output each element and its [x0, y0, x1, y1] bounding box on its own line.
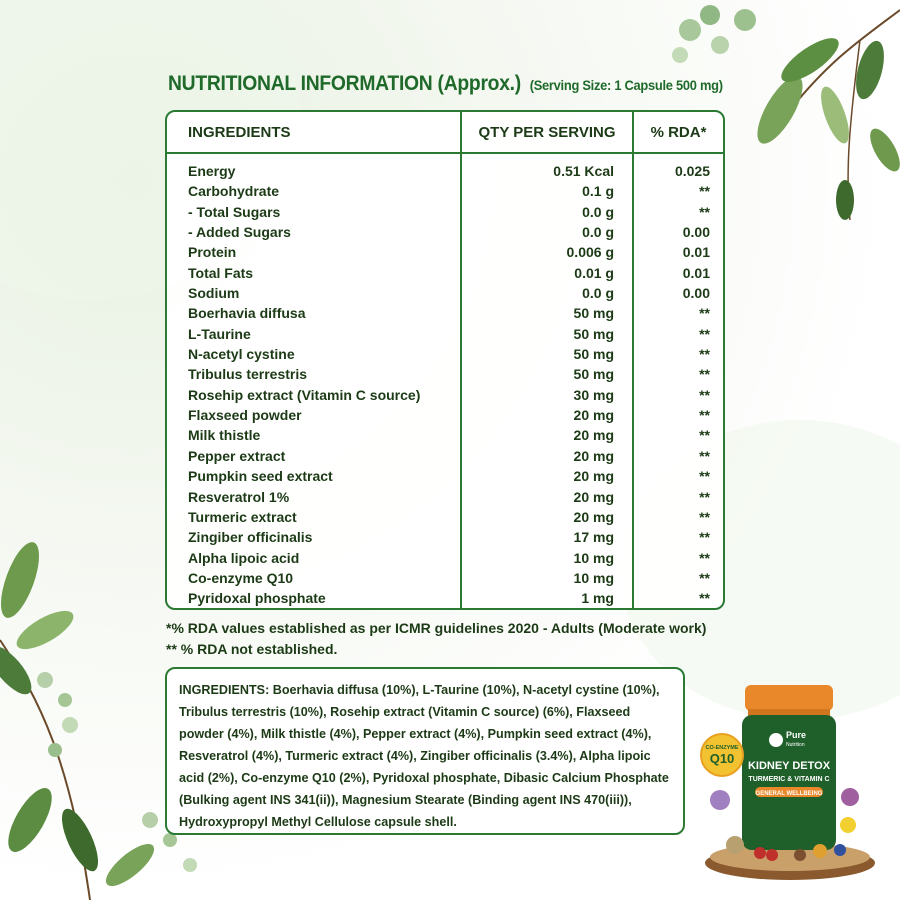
qty-value: 50 mg — [573, 346, 614, 363]
rda-value: 0.00 — [682, 285, 710, 302]
ingredient-name: Resveratrol 1% — [188, 488, 290, 505]
ingredient-name: Pepper extract — [188, 447, 286, 464]
rda-value: ** — [699, 366, 710, 383]
column-header-qty: QTY PER SERVING — [460, 112, 632, 152]
ingredient-name: Turmeric extract — [188, 508, 297, 525]
qty-value: 50 mg — [573, 325, 614, 342]
ingredient-name: Energy — [188, 163, 236, 179]
product-subtitle-text: TURMERIC & VITAMIN C — [748, 776, 830, 783]
ingredient-name: Alpha lipoic acid — [188, 549, 300, 566]
rda-value: ** — [699, 325, 710, 342]
rda-value: ** — [699, 386, 710, 403]
badge-main-text: Q10 — [709, 751, 735, 766]
rda-value: 0.025 — [674, 163, 710, 179]
qty-value: 20 mg — [573, 468, 614, 485]
ingredient-name: Protein — [188, 244, 237, 261]
ingredients-text: INGREDIENTS: Boerhavia diffusa (10%), L-Taurine (10%), N-acetyl cystine (10%), Tribulus terrestris (10%), Rosehip extract (Vitamin C source) (6%), Flaxseed powder (4%), Milk thistle (4%), Pepper extract (4%), Pumpkin seed extract (4%), Resveratrol (4%), Turmeric extract (4%), Zingiber officinalis (3.4%), Alpha lipoic acid (2%), Co-enzyme Q10 (2%), Pyridoxal phosphate, Dibasic Calcium Phosphate (Bulking agent INS 341(ii)), Magnesium Stearate (Binding agent INS 470(iii)), Hydroxypropyl Methyl Cellulose capsule shell. — [179, 683, 669, 829]
ingredient-name: Milk thistle — [188, 427, 261, 444]
ingredient-name: Co-enzyme Q10 — [188, 569, 294, 586]
ingredient-names-column — [167, 154, 460, 610]
qty-value: 0.01 g — [574, 264, 614, 281]
qty-value: 0.1 g — [582, 183, 614, 200]
product-name-text: KIDNEY DETOX — [747, 760, 831, 772]
ingredient-name: Pyridoxal phosphate — [188, 590, 326, 607]
rda-value: 0.01 — [682, 244, 710, 261]
ingredients-box — [165, 667, 685, 835]
rda-value: ** — [699, 488, 710, 505]
brand-sub-text: Nutrition — [786, 742, 805, 748]
rda-column — [632, 154, 723, 610]
rda-value: 0.00 — [682, 224, 710, 241]
qty-value: 30 mg — [573, 386, 614, 403]
ingredient-name: Flaxseed powder — [188, 407, 302, 424]
rda-value: ** — [699, 447, 710, 464]
product-tag-text: GENERAL WELLBEING — [755, 791, 823, 797]
nutrition-table — [165, 110, 725, 610]
ingredient-name: N-acetyl cystine — [188, 346, 295, 363]
ingredient-name: Total Fats — [188, 264, 254, 281]
qty-value: 20 mg — [573, 508, 614, 525]
qty-value: 1 mg — [581, 590, 614, 607]
rda-value: ** — [699, 407, 710, 424]
product-image — [700, 685, 890, 885]
rda-value: ** — [699, 183, 710, 200]
qty-value: 17 mg — [573, 529, 614, 546]
qty-value: 0.0 g — [582, 203, 614, 220]
qty-value: 0.0 g — [582, 285, 614, 302]
qty-column — [460, 154, 632, 610]
qty-value: 20 mg — [573, 488, 614, 505]
rda-value: 0.01 — [682, 264, 710, 281]
ingredient-name: - Added Sugars — [188, 224, 291, 241]
rda-value: ** — [699, 427, 710, 444]
title-text: NUTRITIONAL INFORMATION (Approx.) — [168, 72, 521, 95]
brand-text: Pure — [786, 730, 807, 740]
rda-value: ** — [699, 549, 710, 566]
rda-value: ** — [699, 346, 710, 363]
not-established-footnote: ** % RDA not established. — [166, 641, 338, 657]
qty-value: 50 mg — [573, 305, 614, 322]
ingredient-name: Tribulus terrestris — [188, 366, 308, 383]
table-header — [167, 112, 723, 154]
ingredient-name: Boerhavia diffusa — [188, 305, 306, 322]
rda-value: ** — [699, 305, 710, 322]
qty-value: 50 mg — [573, 366, 614, 383]
qty-value: 10 mg — [573, 549, 614, 566]
ingredient-name: Sodium — [188, 285, 240, 302]
qty-value: 10 mg — [573, 569, 614, 586]
rda-value: ** — [699, 590, 710, 607]
rda-value: ** — [699, 468, 710, 485]
rda-value: ** — [699, 569, 710, 586]
ingredient-name: - Total Sugars — [188, 203, 281, 220]
ingredient-name: Carbohydrate — [188, 183, 280, 200]
qty-value: 20 mg — [573, 427, 614, 444]
ingredient-name: L-Taurine — [188, 325, 251, 342]
serving-size: (Serving Size: 1 Capsule 500 mg) — [529, 77, 723, 93]
table-body — [167, 154, 723, 610]
qty-value: 20 mg — [573, 407, 614, 424]
rda-value: ** — [699, 529, 710, 546]
ingredient-name: Zingiber officinalis — [188, 529, 313, 546]
badge-top-text: CO-ENZYME — [705, 745, 739, 751]
rda-value: ** — [699, 508, 710, 525]
qty-value: 0.006 g — [566, 244, 614, 261]
page-title — [168, 72, 723, 96]
rda-footnote: *% RDA values established as per ICMR guidelines 2020 - Adults (Moderate work) — [166, 620, 707, 636]
column-header-rda: % RDA* — [632, 112, 723, 152]
qty-value: 0.51 Kcal — [553, 163, 614, 179]
ingredient-name: Rosehip extract (Vitamin C source) — [188, 386, 421, 403]
rda-value: ** — [699, 203, 710, 220]
qty-value: 0.0 g — [582, 224, 614, 241]
qty-value: 20 mg — [573, 447, 614, 464]
ingredient-name: Pumpkin seed extract — [188, 468, 333, 485]
column-header-ingredients: INGREDIENTS — [188, 123, 291, 141]
